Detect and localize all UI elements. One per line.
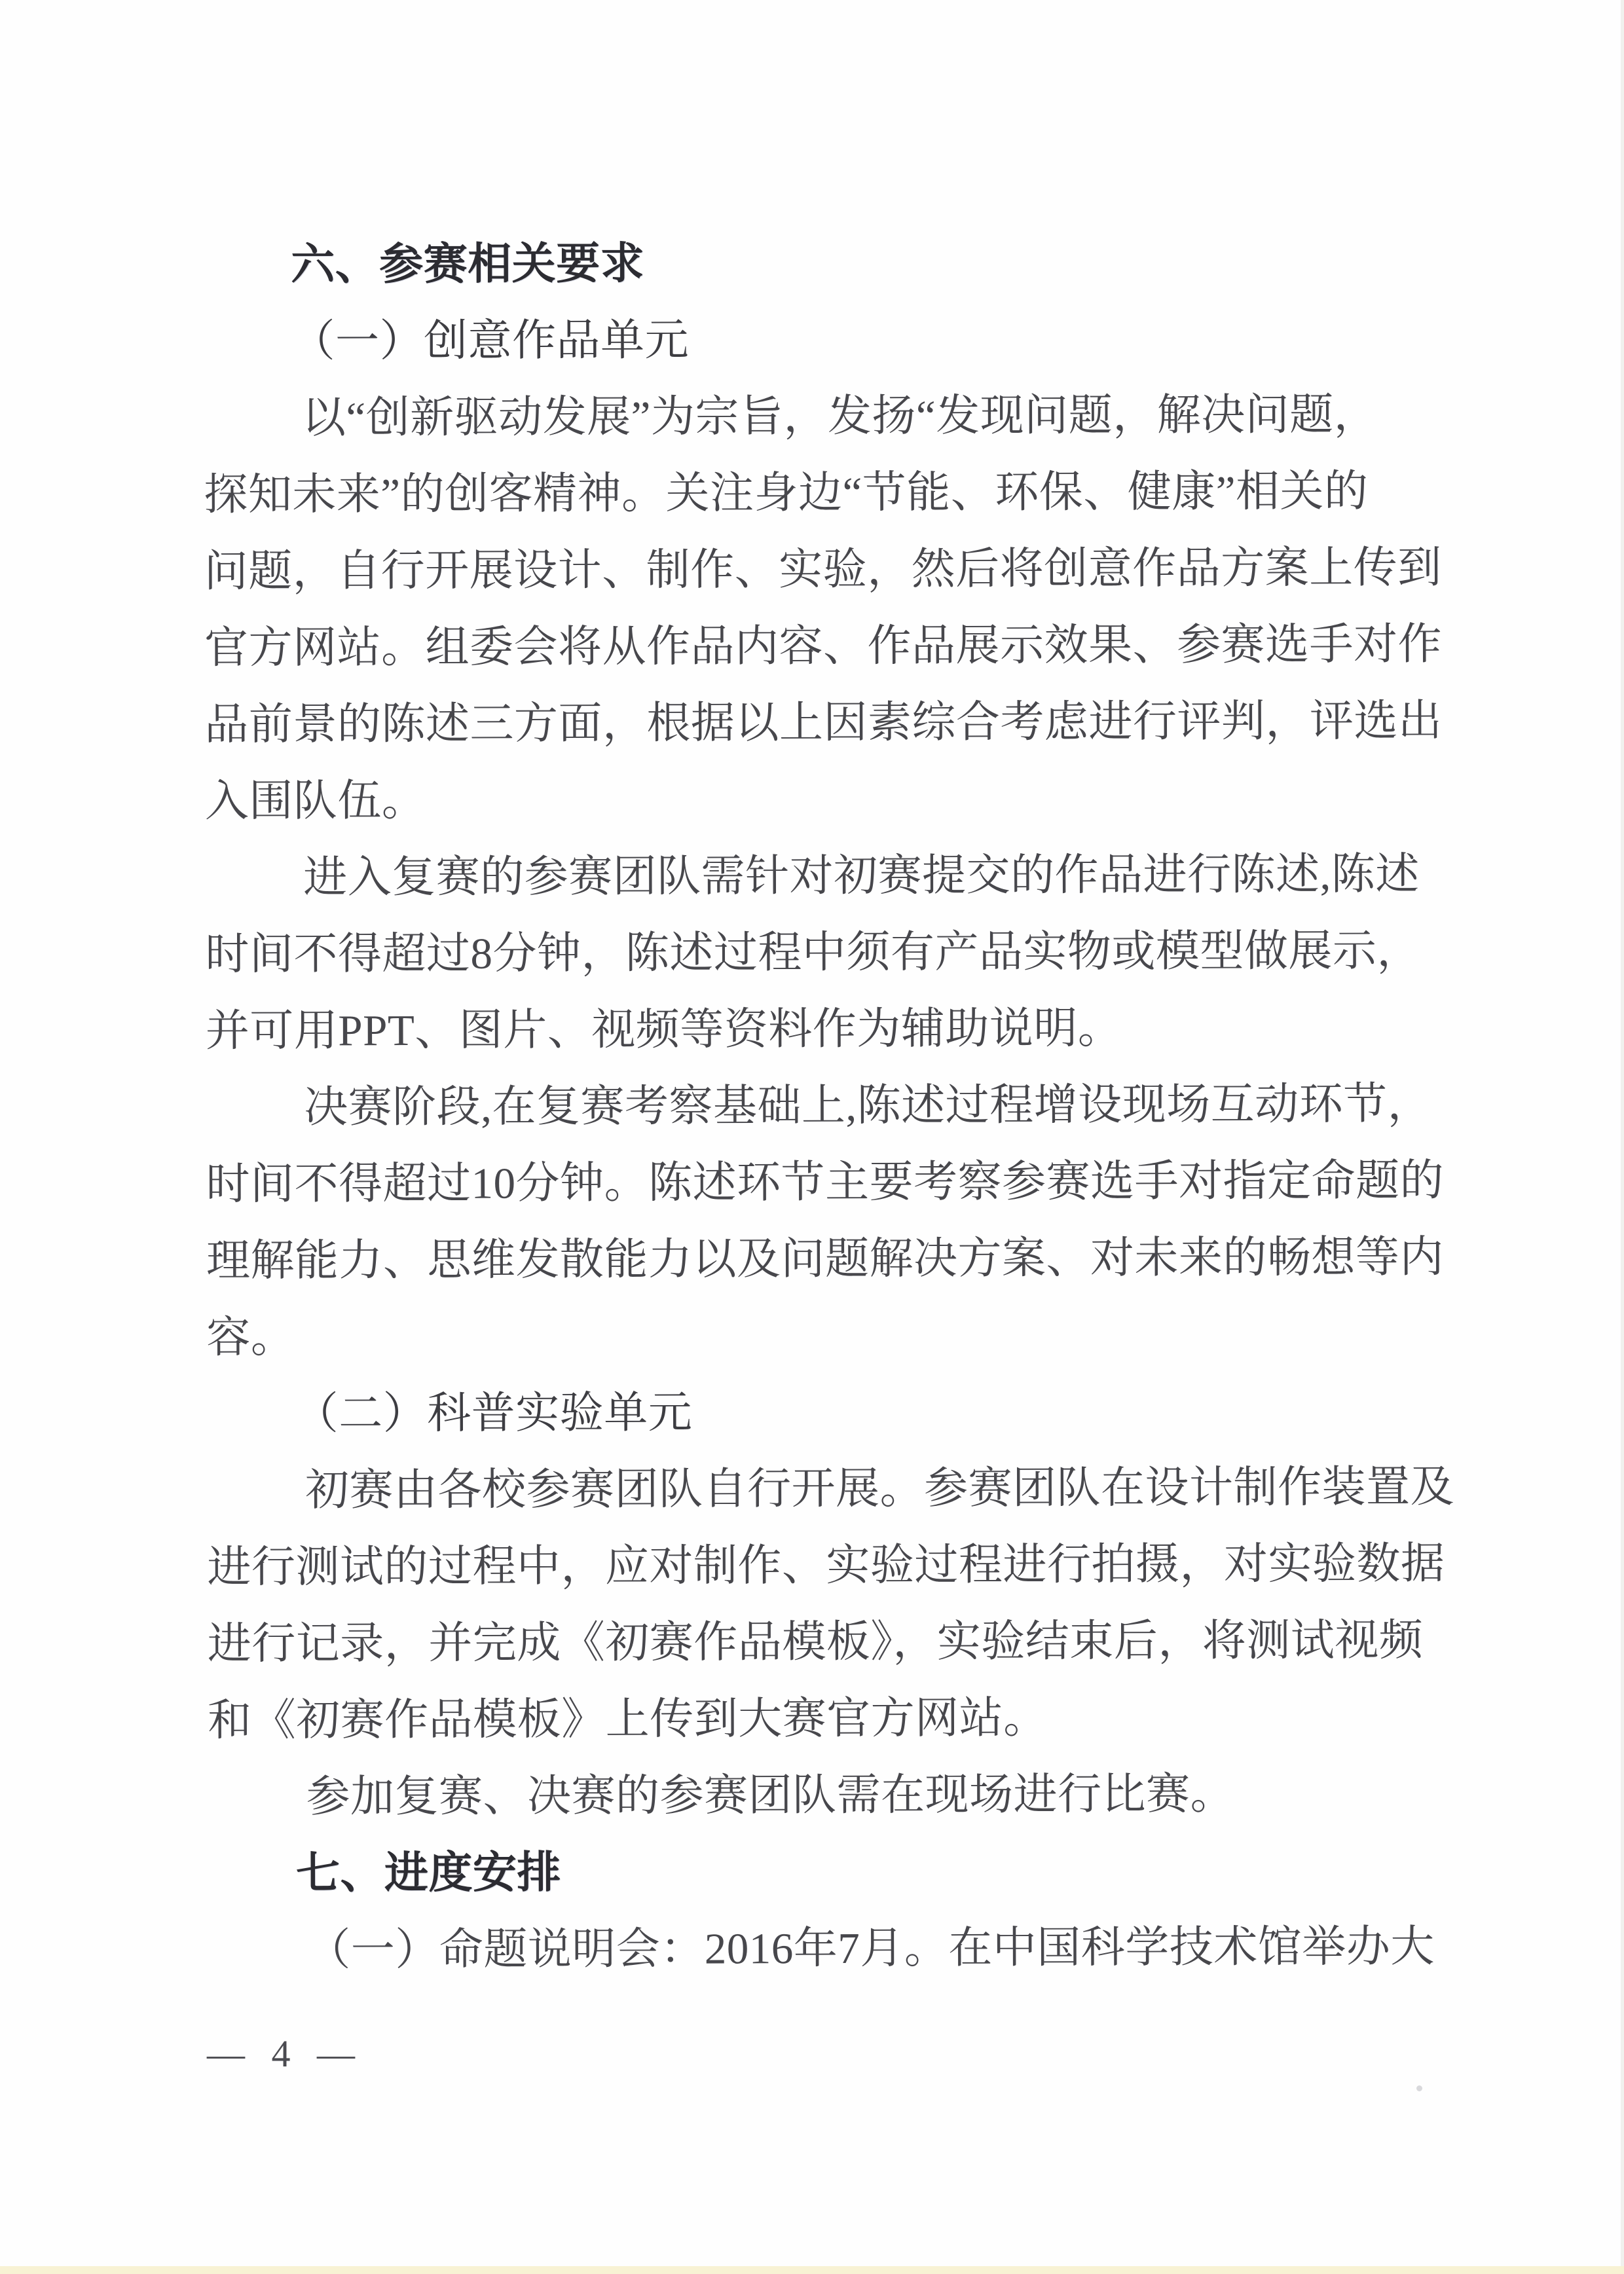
subsection-heading: （二）科普实验单元: [294, 1388, 693, 1439]
text-line: 品前景的陈述三方面，根据以上因素综合考虑进行评判，评选出: [204, 697, 1443, 749]
text-line: 初赛由各校参赛团队自行开展。参赛团队在设计制作装置及: [304, 1463, 1455, 1515]
page-number-footer: — 4 —: [207, 2032, 358, 2075]
text-line: 入围队伍。: [204, 776, 426, 826]
text-line: 进入复赛的参赛团队需针对初赛提交的作品进行陈述,陈述: [303, 850, 1420, 902]
text-line: 并可用PPT、图片、视频等资料作为辅助说明。: [205, 1004, 1122, 1055]
text-line: 参加复赛、决赛的参赛团队需在现场进行比赛。: [306, 1770, 1235, 1822]
scan-edge-right: [1621, 0, 1624, 2274]
text-line: 容。: [206, 1313, 295, 1362]
text-line: 时间不得超过10分钟。陈述环节主要考察参赛选手对指定命题的: [206, 1156, 1445, 1209]
text-line: 时间不得超过8分钟，陈述过程中须有产品实物或模型做展示，: [205, 926, 1422, 979]
scan-edge-bottom: [0, 2266, 1624, 2274]
text-line: 和《初赛作品模板》上传到大赛官方网站。: [208, 1693, 1048, 1745]
document-body: [203, 223, 1455, 1989]
text-line: 进行测试的过程中，应对制作、实验过程进行拍摄，对实验数据: [207, 1539, 1445, 1592]
text-line: 探知未来”的创客精神。关注身边“节能、环保、健康”相关的: [204, 467, 1369, 519]
text-line: 决赛阶段,在复赛考察基础上,陈述过程增设现场互动环节，: [304, 1080, 1432, 1132]
text-line: 理解能力、思维发散能力以及问题解决方案、对未来的畅想等内: [206, 1233, 1445, 1285]
text-line: 以“创新驱动发展”为宗旨，发扬“发现问题，解决问题，: [301, 390, 1378, 443]
section-heading: 七、进度安排: [295, 1848, 562, 1898]
text-line: 进行记录，并完成《初赛作品模板》，实验结束后，将测试视频: [207, 1616, 1424, 1668]
section-heading: 六、参赛相关要求: [291, 239, 645, 289]
subsection-heading: （一）创意作品单元: [291, 316, 690, 366]
text-line: 官方网站。组委会将从作品内容、作品展示效果、参赛选手对作: [204, 620, 1443, 672]
text-line: 问题，自行开展设计、制作、实验，然后将创意作品方案上传到: [204, 543, 1442, 596]
text-line: （一）命题说明会：2016年7月。在中国科学技术馆举办大: [306, 1922, 1435, 1975]
scan-speck: [1416, 2085, 1422, 2091]
